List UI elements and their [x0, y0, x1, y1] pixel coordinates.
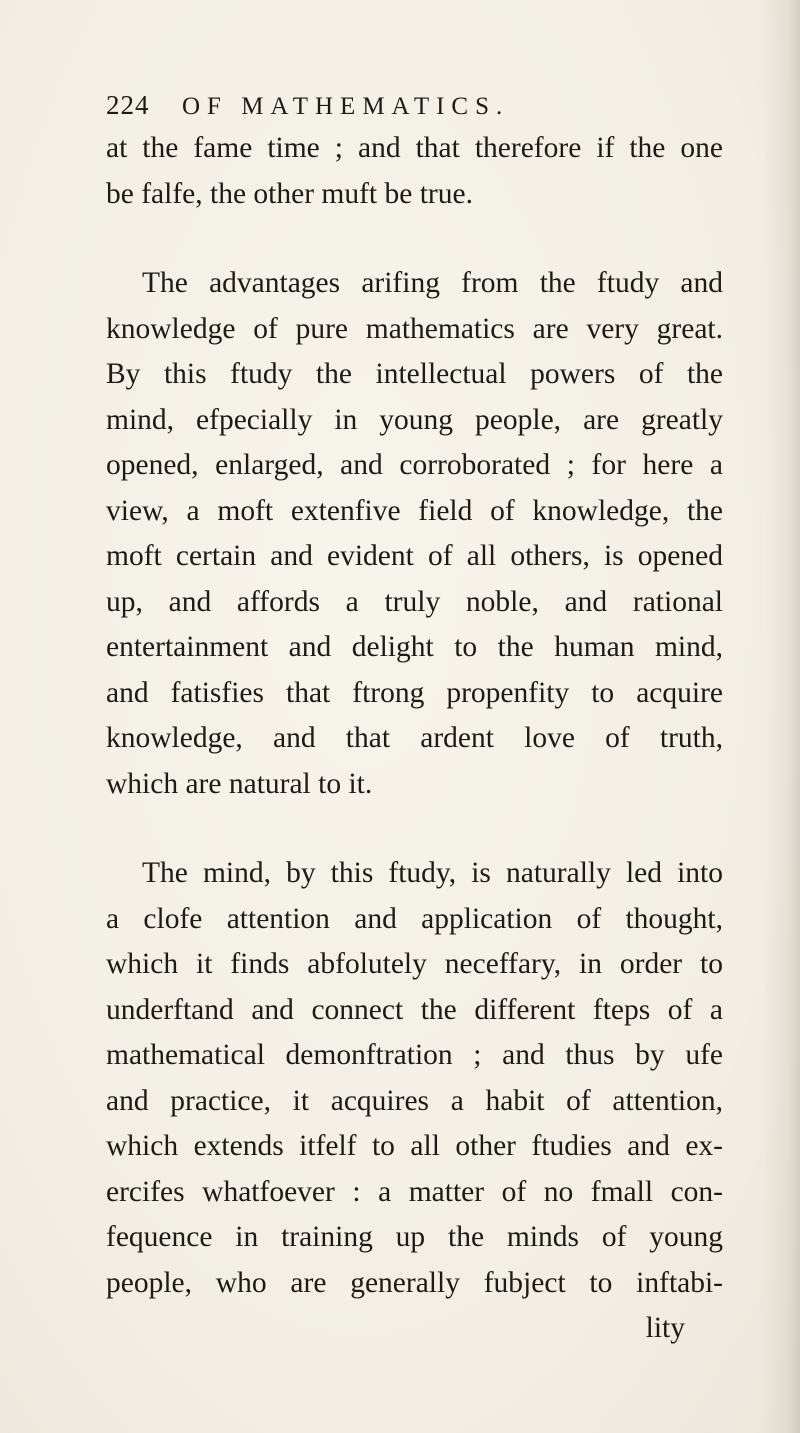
- text-line: knowledge of pure mathematics are very great.: [106, 312, 723, 345]
- text-line: entertainment and delight to the human mind,: [106, 631, 723, 663]
- text-line: underftand and connect the different fteps of a: [106, 993, 723, 1026]
- paragraph-gap: [106, 217, 723, 261]
- text-line: and fatisfies that ftrong propenfity to acquire: [106, 676, 723, 709]
- page-number: 224: [106, 90, 150, 120]
- text-line: mind, efpecially in young people, are greatly: [106, 403, 723, 436]
- text-line: opened, enlarged, and corroborated ; for here a: [106, 449, 723, 481]
- paragraph-3: [106, 851, 723, 1306]
- text-line: at the fame time ; and that therefore if the one: [106, 132, 723, 164]
- text-line: By this ftudy the intellectual powers of the: [106, 358, 723, 390]
- running-head: OF MATHEMATICS.: [182, 93, 510, 120]
- text-line: which it finds abfolutely neceffary, in order to: [106, 948, 723, 980]
- text-line: view, a moft extenfive field of knowledge, the: [106, 494, 723, 527]
- text-line: The mind, by this ftudy, is naturally led into: [142, 857, 723, 889]
- page-gutter-shadow: [762, 0, 800, 1433]
- paragraph-2: [106, 261, 723, 807]
- text-line: The advantages arifing from the ftudy and: [142, 267, 723, 299]
- body-text: [106, 126, 723, 1352]
- text-line: a clofe attention and application of thought,: [106, 902, 723, 935]
- text-line: moft certain and evident of all others, is opened: [106, 540, 723, 572]
- text-line: which are natural to it.: [106, 767, 373, 800]
- paragraph-1: [106, 126, 723, 217]
- text-line: up, and affords a truly noble, and rational: [106, 585, 723, 618]
- text-line: and practice, it acquires a habit of attention,: [106, 1084, 723, 1117]
- text-line: knowledge, and that ardent love of truth,: [106, 722, 723, 754]
- page-header: [106, 90, 726, 130]
- text-line: people, who are generally fubject to inftabi-: [106, 1266, 723, 1299]
- text-line: fequence in training up the minds of young: [106, 1221, 723, 1253]
- text-line: be falfe, the other muft be true.: [106, 177, 473, 210]
- text-line: ercifes whatfoever : a matter of no fmall con-: [106, 1175, 723, 1208]
- catchword: lity: [645, 1312, 685, 1344]
- paragraph-gap: [106, 807, 723, 851]
- text-line: which extends itfelf to all other ftudies and ex-: [106, 1130, 723, 1162]
- text-line: mathematical demonftration ; and thus by ufe: [106, 1039, 723, 1071]
